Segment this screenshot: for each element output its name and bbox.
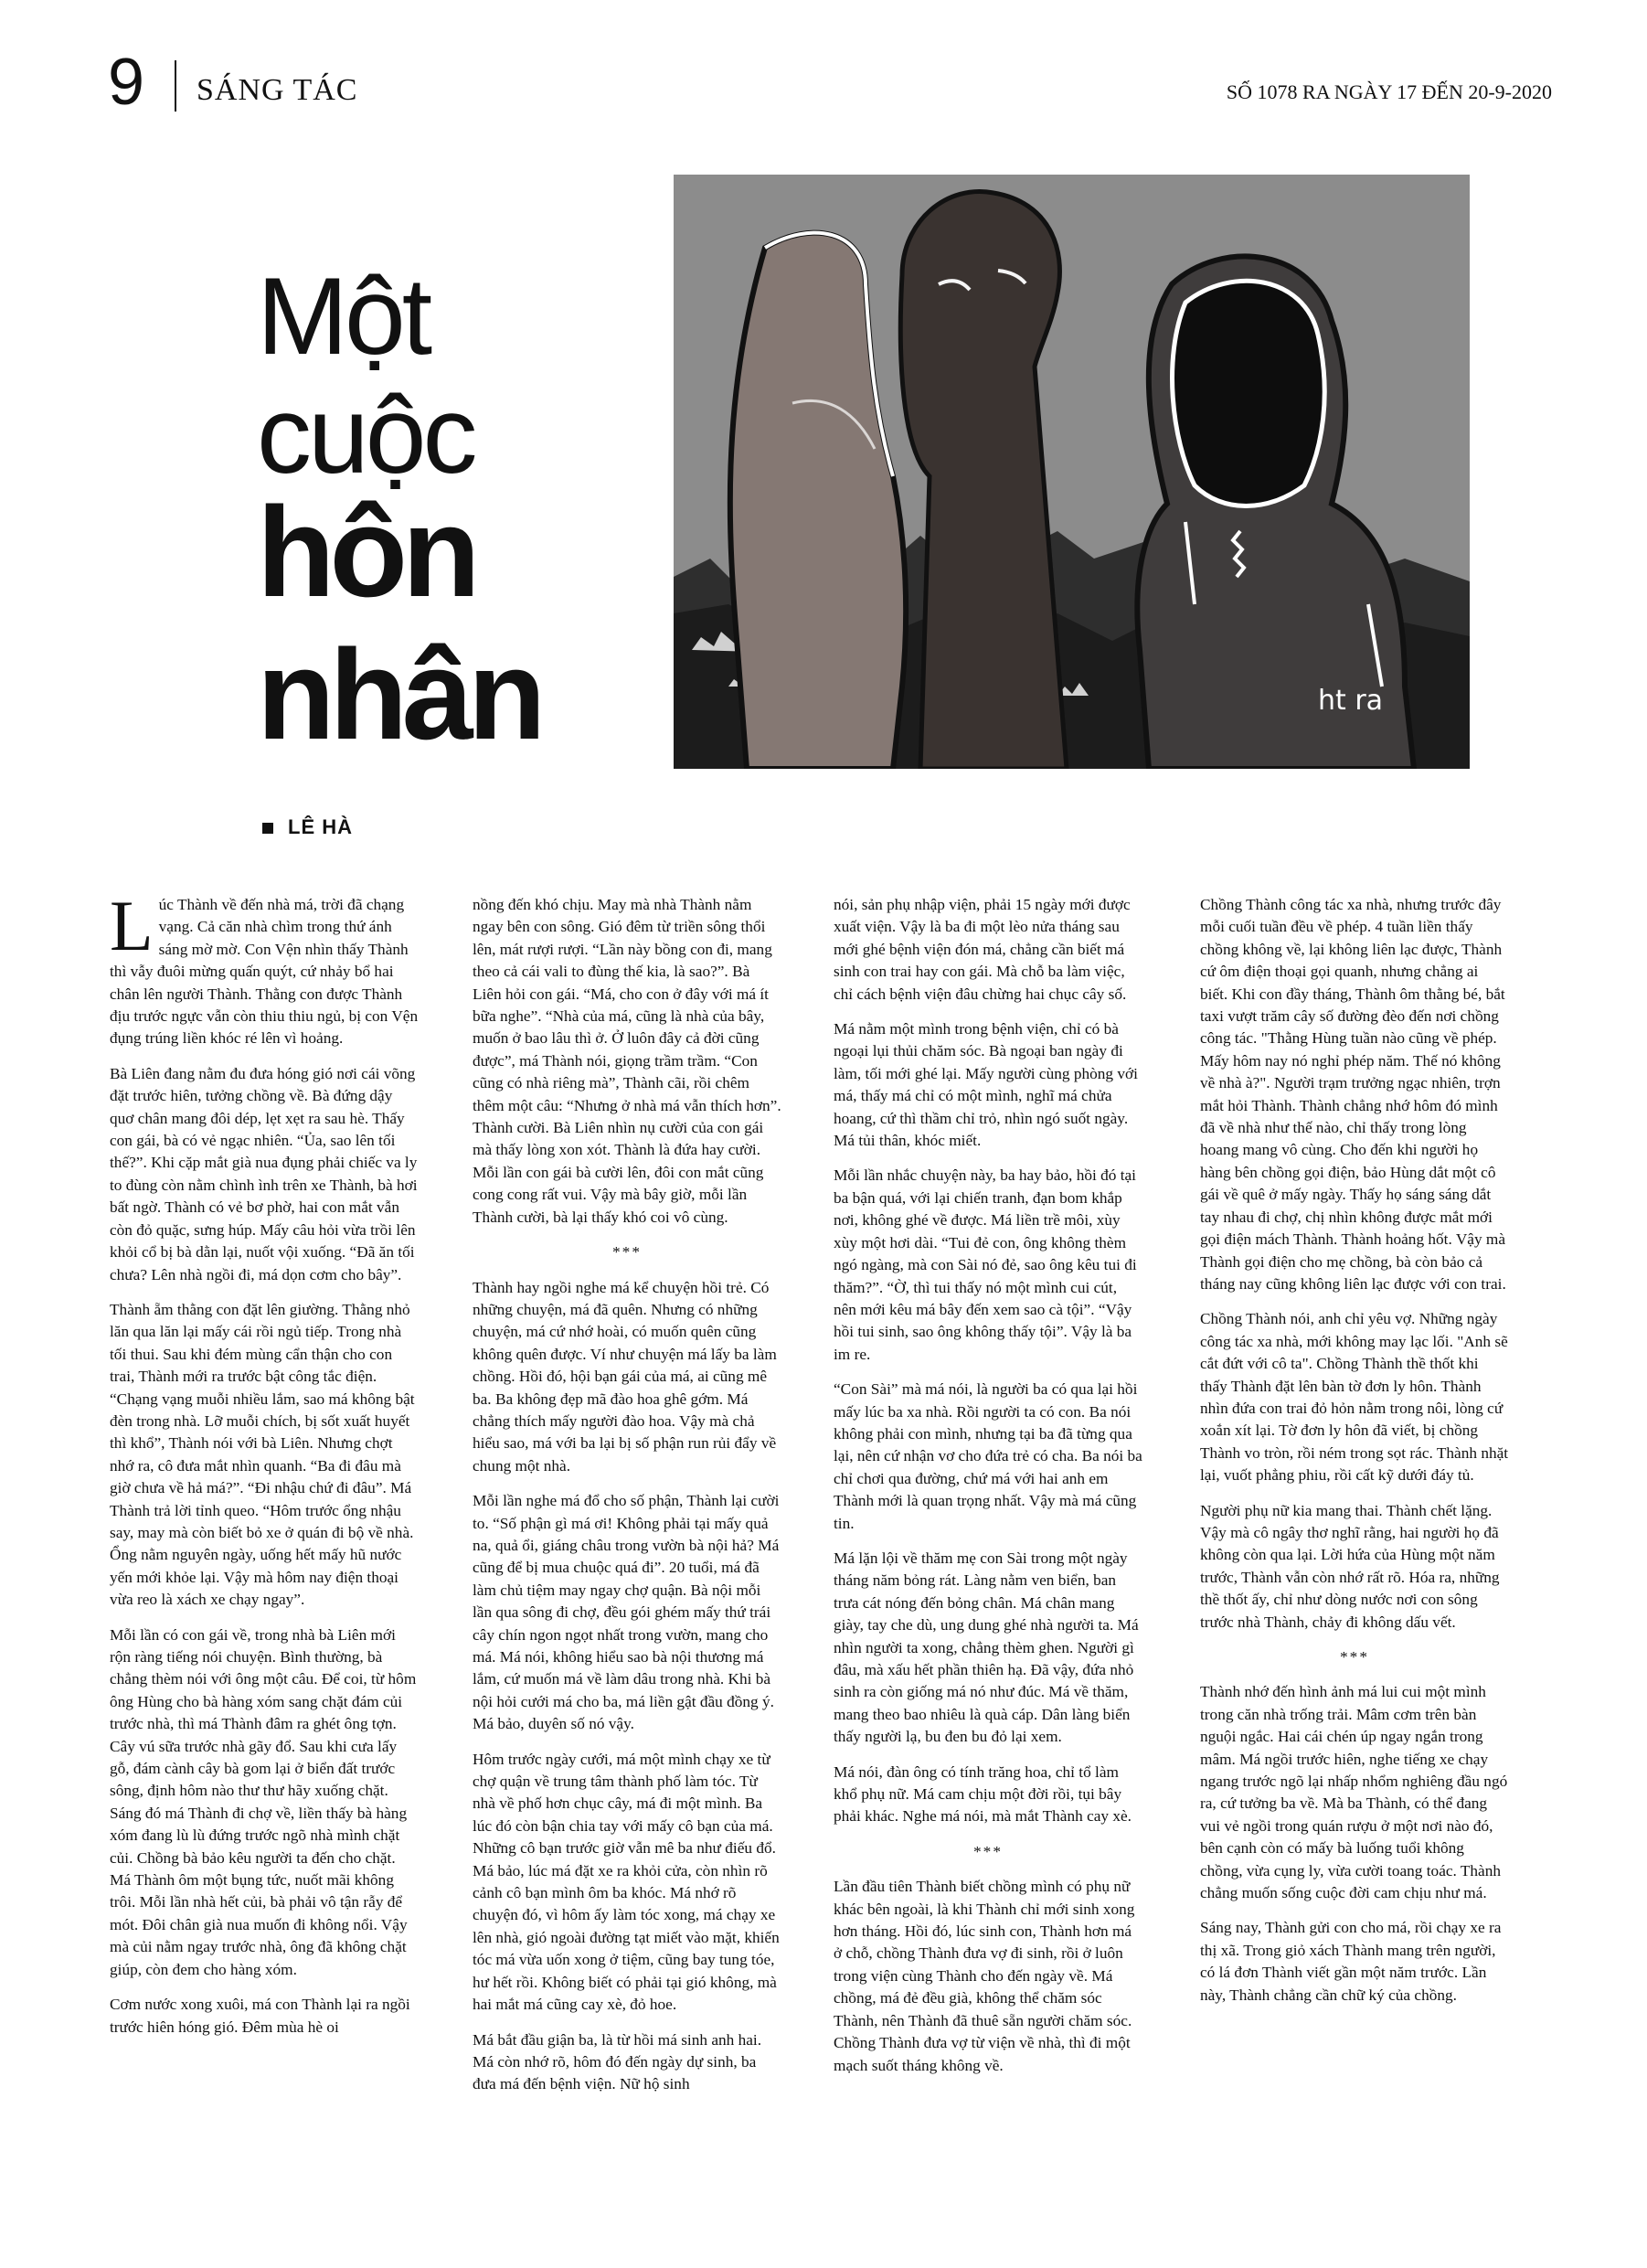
header-divider: [175, 60, 176, 112]
article-paragraph: [110, 886, 419, 1050]
title-line-4: nhân: [257, 623, 541, 766]
article-paragraph: Bà Liên đang nằm đu đưa hóng gió nơi cái võng đặt trước hiên, tưởng chồng về. Bà đứng dậy quơ chân mang đôi dép, lẹt xẹt ra sau hè. Thấy con gái, bà có vẻ ngạc nhiên. “Ủa, sao lên tối thế?”. Khi cặp mắt già nua đụng phải chiếc va ly to đùng còn nằm chình ình trên xe Thành, bà hơi bất ngờ. Thành có vẻ bơ phờ, hai con mắt vẫn còn đỏ quặc, sưng húp. Mấy câu hỏi vừa trồi lên khỏi cổ bị bà dằn lại, nuốt vội xuống. “Đã ăn tối chưa? Lên nhà ngồi đi, má dọn cơm cho bây”.: [110, 1064, 418, 1283]
section-separator: ***: [612, 1243, 642, 1262]
article-paragraph: Thành hay ngồi nghe má kể chuyện hồi trẻ. Có những chuyện, má đã quên. Nhưng có những chuyện, má cứ nhớ hoài, có muốn quên cũng không quên được. Ví như chuyện má lấy ba làm chồng. Hồi đó, hội bạn gái của má, ai cũng mê ba. Ba không đẹp mã đào hoa ghê gớm. Má chẳng thích mấy người đào hoa. Vậy mà chả hiểu sao, má với ba lại bị số phận run rủi đẩy về chung một nhà.: [473, 1278, 777, 1475]
section-separator: ***: [973, 1842, 1003, 1860]
article-column-2: [473, 894, 781, 2109]
article-paragraph: Chồng Thành công tác xa nhà, nhưng trước đây mỗi cuối tuần đều về phép. 4 tuần liền thấy chồng không về, lại không liên lạc được, Thành cứ ôm điện thoại gọi quanh, nhưng chẳng ai biết. Khi con đầy tháng, Thành ôm thằng bé, bắt taxi vượt trăm cây số đường đèo đến nơi chồng công tác. "Thằng Hùng tuần nào cũng về phép. Mấy hôm nay nó nghỉ phép năm. Thế nó không về nhà à?". Người trạm trưởng ngạc nhiên, trợn mắt hỏi Thành. Thành chẳng nhớ hôm đó mình đã về nhà như thế nào, chỉ thấy trong lòng hoang mang vô cùng. Cho đến khi người họ hàng bên chồng gọi điện, bảo Hùng dắt một cô gái về quê ở mấy ngày. Thấy họ sáng sáng dắt tay nhau đi chợ, chị nhìn không được mắt mới gọi điện mách Thành. Thành hoảng hốt. Vậy mà Thành gọi điện cho mẹ chồng, bà còn bảo cả tháng nay cũng không liên lạc được với con trai.: [1200, 896, 1506, 1293]
article-paragraph: Mỗi lần nhắc chuyện này, ba hay bảo, hồi đó tại ba bận quá, với lại chiến tranh, đạn bom khắp nơi, không ghé về được. Má liền trề môi, xùy xùy một hơi dài. “Tui đẻ con, ông không thèm ngó ngàng, mà con Sài nó đẻ, sao ông kêu tui đi thăm?”. “Ờ, thì tui thấy nó một mình cui cút, nên mới kêu má bây đến xem sao cà tội”. “Vậy hồi tui sinh, sao ông không thấy tội”. Vậy là ba im re.: [834, 1166, 1137, 1363]
article-paragraph: Má nằm một mình trong bệnh viện, chỉ có bà ngoại lụi thủi chăm sóc. Bà ngoại ban ngày đi làm, tối mới ghé lại. Mấy người cùng phòng với má, thấy má chỉ có một mình, nghĩ má chửa hoang, cứ thì thầm chỉ trỏ, nhìn ngó suốt ngày. Má tủi thân, khóc miết.: [834, 1020, 1138, 1150]
article-paragraph: Má bắt đầu giận ba, là từ hồi má sinh anh hai. Má còn nhớ rõ, hôm đó đến ngày dự sinh, ba đưa má đến bệnh viện. Nữ hộ sinh: [473, 2030, 762, 2093]
page-number: 9: [108, 46, 145, 119]
author-name: LÊ HÀ: [288, 815, 353, 838]
article-paragraph: Thành nhớ đến hình ảnh má lui cui một mình trong căn nhà trống trải. Mâm cơm trên bàn nguội ngắc. Hai cái chén úp ngay ngắn trong mâm. Má ngồi trước hiên, nghe tiếng xe chạy ngang trước ngõ lại nhấp nhổm nghiêng đầu ngó ra, cứ tưởng ba về. Mà ba Thành, có thể đang vui vẻ ngồi trong quán rượu ở một nơi nào đó, bên cạnh còn có mấy bà luống tuổi không chồng, vừa cụng ly, vừa cười toang toác. Thành chẳng muốn sống cuộc đời cam chịu như má.: [1200, 1683, 1508, 1902]
section-separator: ***: [1340, 1648, 1369, 1666]
title-line-2: cuộc: [257, 374, 474, 496]
byline-bullet: [262, 823, 273, 834]
page-header: [108, 46, 1552, 119]
article-paragraph: Cơm nước xong xuôi, má con Thành lại ra ngồi trước hiên hóng gió. Đêm mùa hè oi: [110, 1996, 410, 2036]
article-paragraph: Người phụ nữ kia mang thai. Thành chết lặng. Vậy mà cô ngây thơ nghĩ rằng, hai người họ đã không còn qua lại. Lời hứa của Hùng một năm trước, Thành vẫn còn nhớ rất rõ. Hóa ra, những thề thốt ấy, chỉ như dòng nước nơi con sông trước nhà Thành, chảy đi không dấu vết.: [1200, 1501, 1500, 1631]
title-line-1: Một: [257, 255, 430, 378]
article-paragraph: Hôm trước ngày cưới, má một mình chạy xe từ chợ quận về trung tâm thành phố làm tóc. Từ nhà về phố hơn chục cây, má đi một mình. Ba lúc đó còn bận chia tay với mấy cô bạn của má. Những cô bạn trước giờ vẫn mê ba như điếu đổ. Má bảo, lúc má đặt xe ra khỏi cửa, còn nhìn rõ cảnh cô bạn mình ôm ba khóc. Má nhớ rõ chuyện đó, vì hôm ấy làm tóc xong, má chạy xe lên nhà, gió ngoài đường tạt miết vào mặt, khiến tóc má vừa uốn xong ở tiệm, cũng bay tung tóe, hư hết rồi. Không biết có phải tại gió không, mà hai mắt má cũng cay xè, đỏ hoe.: [473, 1750, 780, 2014]
article-paragraph: Chồng Thành nói, anh chỉ yêu vợ. Những ngày công tác xa nhà, mới không may lạc lối. "Anh sẽ cắt đứt với cô ta". Chồng Thành thề thốt khi thấy Thành đặt lên bàn tờ đơn ly hôn. Thành nhìn đứa con trai đỏ hỏn nằm trong nôi, lòng cứ xoắn xít lại. Tờ đơn ly hôn đã viết, bị chồng Thành vo tròn, rồi ném trong sọt rác. Thành nhặt lại, vuốt phẳng phiu, rồi cất kỹ dưới đáy tủ.: [1200, 1310, 1509, 1485]
article-paragraph: Mỗi lần có con gái về, trong nhà bà Liên mới rộn ràng tiếng nói chuyện. Bình thường, bà chẳng thèm nói với ông một câu. Để coi, từ hôm ông Hùng cho bà hàng xóm sang chặt đám củi trước nhà, thì má Thành đâm ra ghét ông tợn. Cây vú sữa trước nhà gãy đổ. Sau khi cưa lấy gỗ, đám cành cây bà gom lại ở biển đất trước sông, định hôm nào thư thư hãy xuống chặt. Sáng đó má Thành đi chợ về, liền thấy bà hàng xóm đang lù lù đứng trước ngõ nhà mình chặt củi. Chồng bà bảo kêu người ta đến cho chặt. Má Thành ôm một bụng tức, nuốt mãi không trôi. Mỗi lần nhà hết củi, bà phải vô tận rẫy để mót. Đôi chân già nua muốn đi không nổi. Vậy mà củi nằm ngay trước nhà, ông đã không chặt giúp, còn đem cho hàng xóm.: [110, 1625, 417, 1978]
article-paragraph: nói, sản phụ nhập viện, phải 15 ngày mới được xuất viện. Vậy là ba đi một lèo nửa tháng sau mới ghé bệnh viện đón má, chẳng cần biết má sinh con trai hay con gái. Mà chỗ ba làm việc, chỉ cách bệnh viện đâu chừng hai chục cây số.: [834, 896, 1131, 1003]
paragraph-text: úc Thành về đến nhà má, trời đã chạng vạng. Cả căn nhà chìm trong thứ ánh sáng mờ mờ. Con Vện nhìn thấy Thành thì vẫy đuôi mừng quấn quýt, cứ nhảy bổ hai chân lên người Thành. Thằng con được Thành địu trước ngực vẫn còn thiu thiu ngủ, bị con Vện đụng trúng liền khóc ré lên vì hoảng.: [110, 896, 419, 1048]
article-column-4: [1200, 894, 1509, 2019]
drop-cap: L: [110, 886, 154, 965]
article-paragraph: Má nói, đàn ông có tính trăng hoa, chỉ tổ làm khổ phụ nữ. Má cam chịu một đời rồi, tụi bây phải khác. Nghe má nói, mà mắt Thành cay xè.: [834, 1762, 1132, 1826]
article-paragraph: Thành ẵm thằng con đặt lên giường. Thằng nhỏ lăn qua lăn lại mấy cái rồi ngủ tiếp. Trong nhà tối thui. Sau khi đém mùng cẩn thận cho con trai, Thành mới ra trước bật công tắc điện. “Chạng vạng muỗi nhiều lắm, sao má không bật đèn trong nhà. Lỡ muỗi chích, bị sốt xuất huyết thì khổ”, Thành nói với bà Liên. Nhưng chợt nhớ ra, cô đưa mắt nhìn quanh. “Ba đi đâu mà giờ chưa về hả má?”. “Đi nhậu chứ đi đâu”. Má Thành trả lời tỉnh queo. “Hôm trước ổng nhậu say, may mà còn biết bỏ xe ở quán đi bộ về nhà. Ổng nằm nguyên ngày, uống hết mấy hũ nước yến mới khỏe lại. Vậy mà hôm nay điện thoại vừa reo là xách xe chạy ngay”.: [110, 1300, 415, 1609]
title-line-3: hôn: [257, 480, 475, 623]
illustrator-signature: ht ra: [1318, 685, 1384, 717]
article-paragraph: Má lặn lội về thăm mẹ con Sài trong một ngày tháng năm bỏng rát. Làng nằm ven biển, ban trưa cát nóng đến bỏng chân. Má chân mang giày, tay che dù, ung dung ghé nhà người ta. Má nhìn người ta xong, chẳng thèm ghen. Người gì đâu, mà xấu hết phần thiên hạ. Đã vậy, đứa nhỏ sinh ra còn giống má nó như đúc. Má về thăm, mang theo bao nhiêu là quà cáp. Dân làng biển thấy người lạ, bu đen bu đỏ lại xem.: [834, 1549, 1139, 1746]
article-column-1: [110, 886, 419, 2051]
issue-info: SỐ 1078 RA NGÀY 17 ĐẾN 20-9-2020: [1226, 80, 1552, 103]
byline: [262, 815, 353, 839]
article-paragraph: “Con Sài” mà má nói, là người ba có qua lại hồi mấy lúc ba xa nhà. Rồi người ta có con. Ba nói không phải con mình, nhưng tại ba đã từng qua lại, nên cứ nhận vơ cho đứa trẻ có cha. Ba nói ba chỉ chơi qua đường, chứ má với hai anh em Thành mới là quan trọng nhất. Vậy mà má cũng tin.: [834, 1380, 1142, 1532]
section-name: SÁNG TÁC: [197, 73, 358, 107]
article-paragraph: nồng đến khó chịu. May mà nhà Thành nằm ngay bên con sông. Gió đêm từ triền sông thổi lên, mát rượi rượi. “Lần này bồng con đi, mang theo cả cái vali to đùng thế kia, là sao?”. Bà Liên hỏi con gái. “Má, cho con ở đây với má ít bữa nghe”. “Nhà của má, cũng là nhà của bây, muốn ở bao lâu thì ở. Ở luôn đây cả đời cũng được”, má Thành nói, giọng trầm trầm. “Con cũng có nhà riêng mà”, Thành cãi, rồi chêm thêm một câu: “Nhưng ở nhà má vẫn thích hơn”. Thành cười. Bà Liên nhìn nụ cười của con gái mà thấy lòng xon xót. Thành là đứa hay cười. Mỗi lần con gái bà cười lên, đôi con mắt cũng cong cong rất vui. Vậy mà bây giờ, mỗi lần Thành cười, bà lại thấy khó coi vô cùng.: [473, 896, 781, 1226]
article-paragraph: Mỗi lần nghe má đổ cho số phận, Thành lại cười to. “Số phận gì má ơi! Không phải tại mấy quả na, quả ổi, giáng châu trong vườn bà nội hả? Má cũng để bị mua chuộc quá đi”. 20 tuổi, má đã làm chủ tiệm may ngay chợ quận. Bà nội mỗi lần qua sông đi chợ, đều gói ghém mấy thứ trái cây chín ngon ngọt nhất trong vườn, mang cho má. Má nói, không hiểu sao bà nội thương má lắm, cứ muốn má về làm dâu trong nhà. Khi bà nội hỏi cưới má cho ba, má liền gật đầu đồng ý. Má bảo, duyên số nó vậy.: [473, 1492, 780, 1733]
article-column-3: [834, 894, 1142, 2090]
article-paragraph: Sáng nay, Thành gửi con cho má, rồi chạy xe ra thị xã. Trong giỏ xách Thành mang trên người, có lá đơn Thành viết gần một năm trước. Lần này, Thành chẳng cần chữ ký của chồng.: [1200, 1919, 1502, 2004]
article-paragraph: Lần đầu tiên Thành biết chồng mình có phụ nữ khác bên ngoài, là khi Thành chỉ mới sinh xong hơn tháng. Hồi đó, lúc sinh con, Thành hơn má ở chỗ, chồng Thành đưa vợ đi sinh, rồi ở luôn trong viện cùng Thành cho đến ngày về. Má chồng, má đẻ đều già, không thể chăm sóc Thành, nên Thành đã thuê sẵn người chăm sóc. Chồng Thành đưa vợ từ viện về nhà, thì đi một mạch suốt tháng không về.: [834, 1878, 1135, 2074]
story-illustration: [674, 175, 1470, 769]
